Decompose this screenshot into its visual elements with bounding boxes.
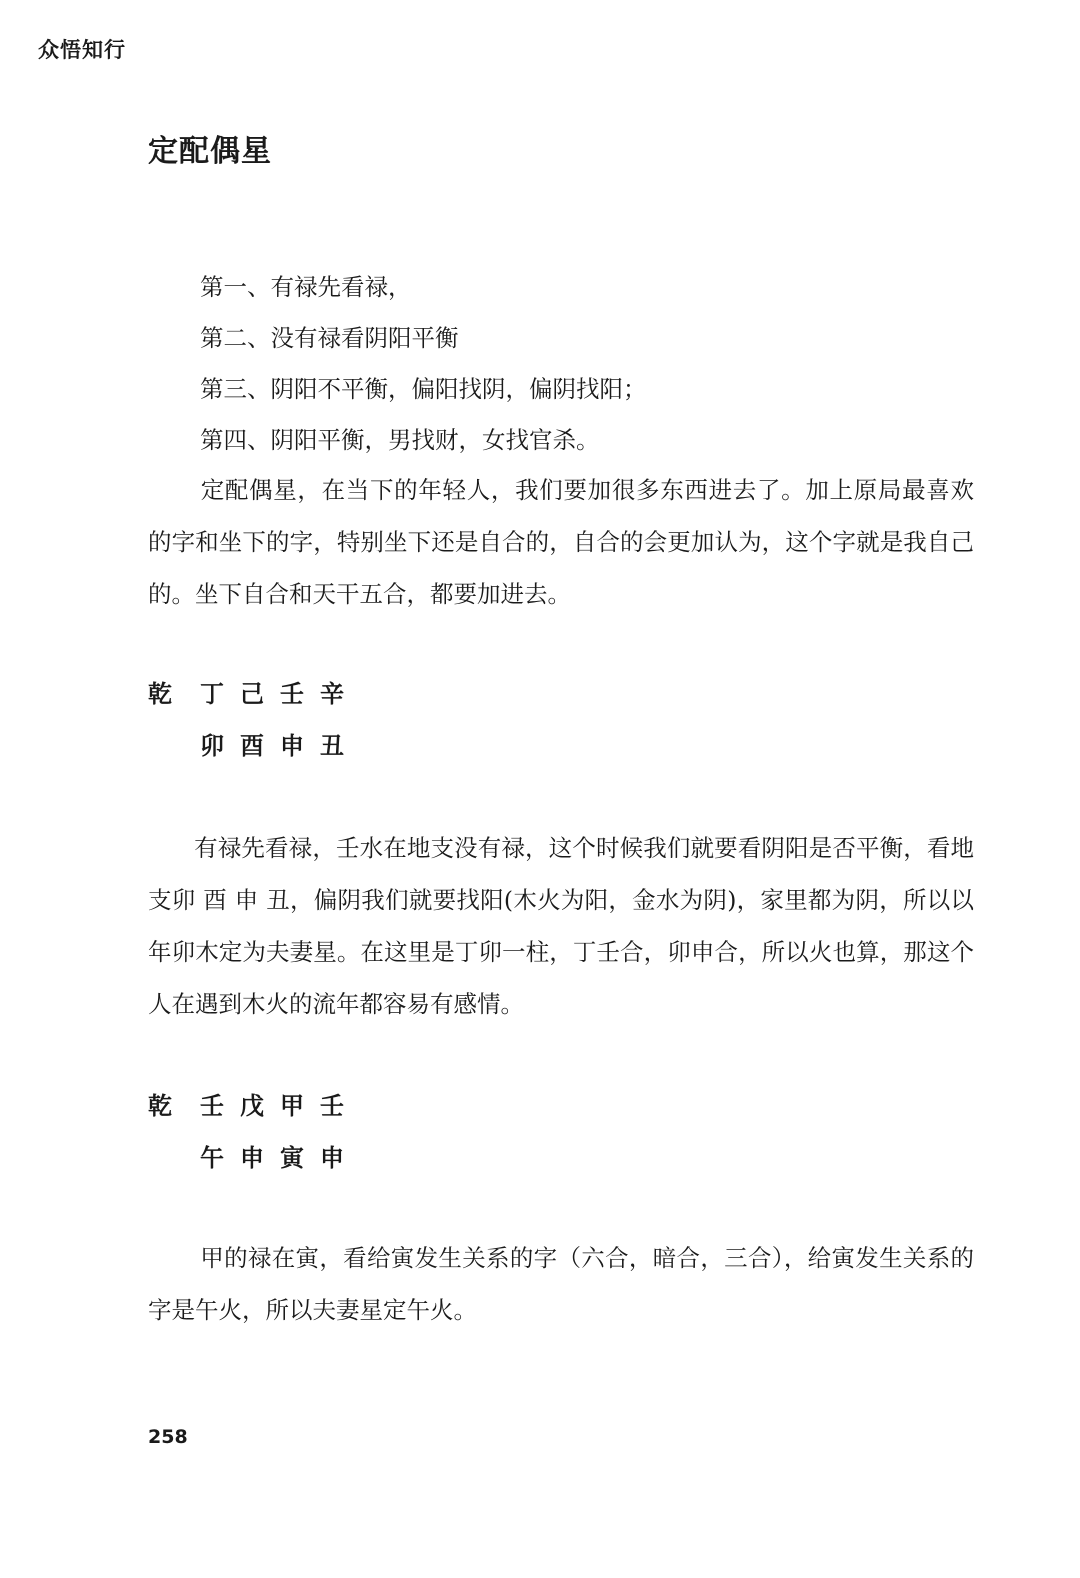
rule-item: 第二、没有禄看阴阳平衡 bbox=[200, 324, 459, 352]
branch-char: 酉 bbox=[240, 732, 264, 760]
earthly-branches-row bbox=[148, 1132, 360, 1184]
intro-paragraph bbox=[148, 464, 974, 620]
branch-char: 申 bbox=[280, 732, 304, 760]
stem-char: 壬 bbox=[320, 1092, 344, 1120]
rules-list bbox=[200, 262, 1000, 466]
stem-char: 戊 bbox=[240, 1092, 264, 1120]
branch-char: 卯 bbox=[200, 732, 224, 760]
bazi-chart-2 bbox=[148, 1080, 360, 1184]
heavenly-stems-row bbox=[148, 1080, 360, 1132]
example1-explanation-text: 有禄先看禄，壬水在地支没有禄，这个时候我们就要看阴阳是否平衡，看地支卯 酉 申 丑，偏阴我们就要找阳(木火为阳，金水为阴)，家里都为阴，所以以年卯木定为夫妻星。在这里是丁卯一柱，丁壬合，卯申合，所以火也算，那这个人在遇到木火的流年都容易有感情。 bbox=[148, 834, 974, 1018]
section-title: 定配偶星 bbox=[148, 134, 272, 169]
gender-label: 乾 bbox=[148, 680, 172, 708]
stem-char: 壬 bbox=[280, 680, 304, 708]
branch-char: 寅 bbox=[280, 1144, 304, 1172]
branch-char: 申 bbox=[240, 1144, 264, 1172]
gender-label: 乾 bbox=[148, 1092, 172, 1120]
stem-char: 己 bbox=[240, 680, 264, 708]
example2-explanation-text: 甲的禄在寅，看给寅发生关系的字（六合，暗合，三合），给寅发生关系的字是午火，所以夫妻星定午火。 bbox=[148, 1244, 974, 1324]
running-title: 众悟知行 bbox=[38, 38, 126, 62]
heavenly-stems-row bbox=[148, 668, 360, 720]
earthly-branches-row bbox=[148, 720, 360, 772]
intro-paragraph-text: 定配偶星，在当下的年轻人，我们要加很多东西进去了。加上原局最喜欢的字和坐下的字，特别坐下还是自合的，自合的会更加认为，这个字就是我自己的。坐下自合和天干五合，都要加进去。 bbox=[148, 476, 974, 608]
rule-item: 第一、有禄先看禄， bbox=[200, 273, 412, 301]
stem-char: 丁 bbox=[200, 680, 224, 708]
branch-char: 申 bbox=[320, 1144, 344, 1172]
bazi-chart-1 bbox=[148, 668, 360, 772]
branch-char: 丑 bbox=[320, 732, 344, 760]
stem-char: 辛 bbox=[320, 680, 344, 708]
branch-char: 午 bbox=[200, 1144, 224, 1172]
rule-item: 第四、阴阳平衡，男找财，女找官杀。 bbox=[200, 426, 600, 454]
stem-char: 壬 bbox=[200, 1092, 224, 1120]
rule-item: 第三、阴阳不平衡，偏阳找阴，偏阴找阳； bbox=[200, 375, 647, 403]
page-number: 258 bbox=[148, 1426, 188, 1448]
example2-explanation bbox=[148, 1232, 974, 1336]
example1-explanation bbox=[148, 822, 974, 1030]
stem-char: 甲 bbox=[280, 1092, 304, 1120]
